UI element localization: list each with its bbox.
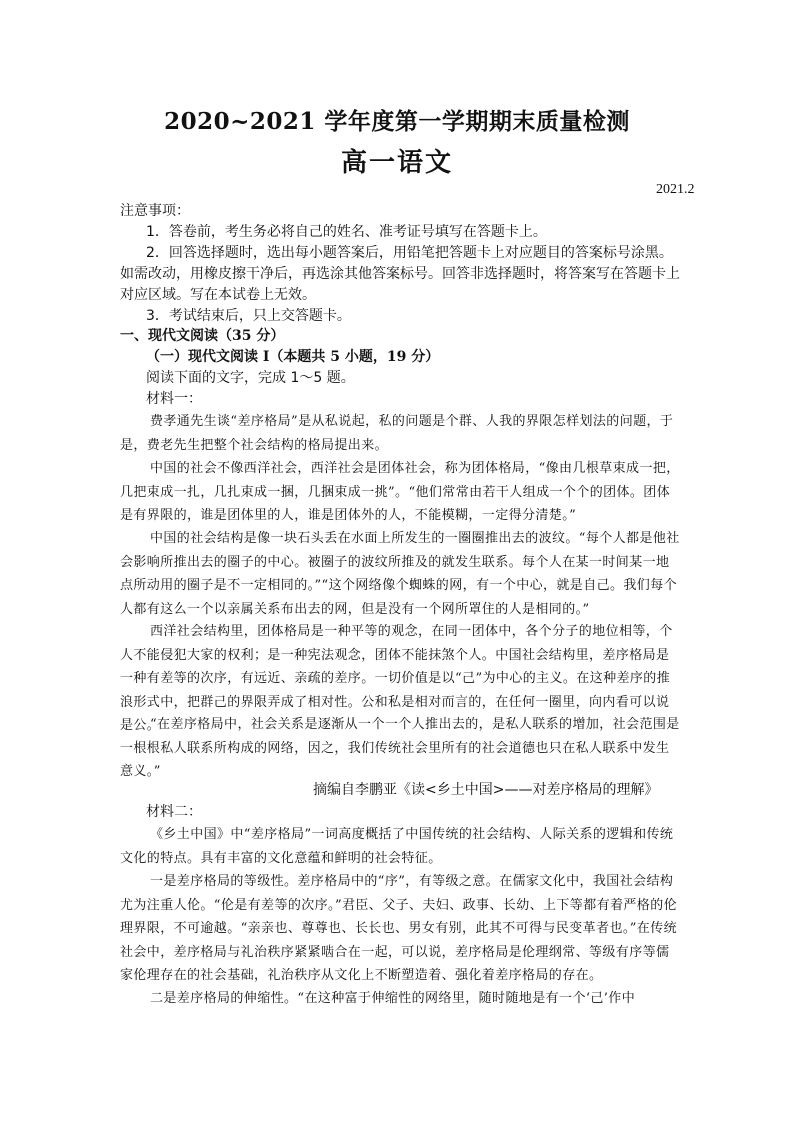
notice-heading: 注意事项： — [120, 203, 190, 219]
material-one-source: 摘编自李鹏亚《读<乡土中国>——对差序格局的理解》 — [313, 782, 659, 798]
notice-item-3: 3．考试结束后，只上交答题卡。 — [146, 308, 351, 324]
material-one-paragraph: 中国的社会结构是像一块石头丢在水面上所发生的一圈圈推出去的波纹。“每个人都是他社会影响所推出去的圈子的中心。被圈子的波纹所推及的就发生联系。每个人在某一时间某一地点所动用的圈子是不一定相同的。”“这个网络像个蜘蛛的网，有一个中心，就是自己。我们每个人都有这么一个以亲属关系布出去的网，但是没有一个网所罩住的人是相同的。” — [120, 531, 680, 617]
exam-subject: 高一语文 — [340, 148, 453, 178]
material-two-paragraph: 一是差序格局的等级性。差序格局中的“序”，有等级之意。在儒家文化中，我国社会结构尤为注重人伦。“伦是有差等的次序。”君臣、父子、夫妇、政事、长幼、上下等都有着严格的伦理界限，不可逾越。“亲亲也、尊尊也、长长也、男女有别，此其不可得与民变革者也。”在传统社会中，差序格局与礼治秩序紧紧啮合在一起，可以说，差序格局是伦理纲常、等级有序等儒家伦理存在的社会基础，礼治秩序从文化上不断塑造着、强化着差序格局的存在。 — [120, 874, 677, 983]
material-one-paragraph: 西洋社会结构里，团体格局是一种平等的观念，在同一团体中，各个分子的地位相等，个人不能侵犯大家的权利；是一种宪法观念，团体不能抹煞个人。中国社会结构里，差序格局是一种有差等的次序，有远近、亲疏的差序。一切价值是以“己”为中心的主义。在这种差序的推浪形式中，把群己的界限弄成了相对性。公和私是相对而言的，在任何一圈里，向内看可以说是公。 — [120, 624, 673, 733]
exam-title: 2020~2021 学年度第一学期期末质量检测 — [164, 108, 630, 135]
reading-instruction: 阅读下面的文字，完成 1～5 题。 — [146, 370, 355, 386]
notice-item-2: 2．回答选择题时，选出每小题答案后，用铅笔把答题卡上对应题目的答案标号涂黑。如需改动，用橡皮擦干净后，再选涂其他答案标号。回答非选择题时，将答案写在答题卡上对应区域。写在本试卷上无效。 — [120, 245, 680, 303]
exam-date: 2021.2 — [656, 182, 695, 197]
subsection-heading: （一）现代文阅读 I（本题共 5 小题，19 分） — [146, 349, 440, 365]
section-heading: 一、现代文阅读（35 分） — [120, 328, 285, 344]
material-one-paragraph: 中国的社会不像西洋社会，西洋社会是团体社会，称为团体格局，“像由几根草束成一把，几把束成一扎，几扎束成一捆，几捆束成一挑”。“他们常常由若干人组成一个个的团体。团体是有界限的，谁是团体里的人，谁是团体外的人，不能模糊，一定得分清楚。” — [120, 461, 680, 523]
material-two-paragraph: 《乡土中国》中“差序格局”一词高度概括了中国传统的社会结构、人际关系的逻辑和传统文化的特点。具有丰富的文化意蕴和鲜明的社会特征。 — [120, 827, 674, 866]
notice-item-1: 1．答卷前，考生务必将自己的姓名、准考证号填写在答题卡上。 — [146, 224, 547, 240]
material-one-paragraph: 费孝通先生谈“差序格局”是从私说起，私的问题是个群、人我的界限怎样划法的问题，于是，费老先生把整个社会结构的格局提出来。 — [120, 414, 674, 453]
material-two-label: 材料二： — [146, 804, 202, 820]
material-one-paragraph: “在差序格局中，社会关系是逐渐从一个一个人推出去的，是私人联系的增加，社会范围是一根根私人联系所构成的网络，因之，我们传统社会里所有的社会道德也只在私人联系中发生意义。” — [120, 717, 680, 779]
material-one-label: 材料一： — [146, 391, 202, 407]
material-two-paragraph: 二是差序格局的伸缩性。“在这种富于伸缩性的网络里，随时随地是有一个‘己’作中 — [150, 991, 636, 1006]
